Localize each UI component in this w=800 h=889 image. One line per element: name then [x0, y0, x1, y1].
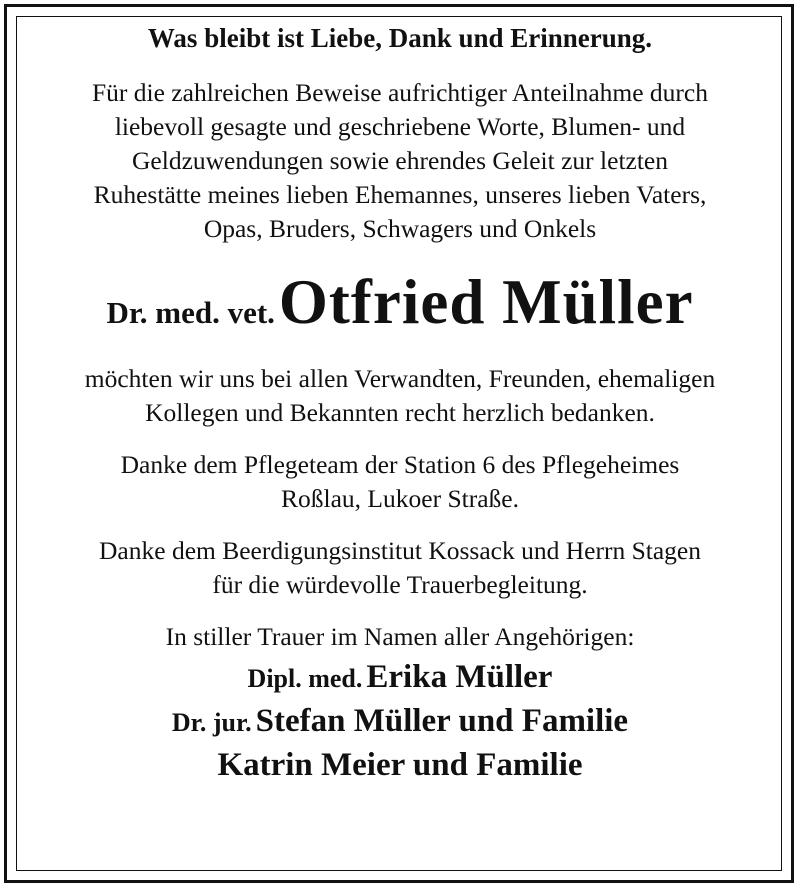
- thanks-paragraph: [0, 362, 800, 430]
- signers-list: [0, 658, 800, 790]
- care-team-paragraph: [0, 448, 800, 516]
- funeral-line: Danke dem Beerdigungsinstitut Kossack und Herrn Stagen: [99, 536, 701, 565]
- signer: [0, 746, 800, 790]
- signer-title: Dipl. med.: [247, 664, 363, 693]
- obituary-notice: [0, 22, 800, 790]
- intro-line: Ruhestätte meines lieben Ehemannes, unseres lieben Vaters,: [93, 180, 707, 209]
- care-line: Roßlau, Lukoer Straße.: [281, 484, 519, 513]
- thanks-line: Kollegen und Bekannten recht herzlich bedanken.: [145, 398, 655, 427]
- deceased-name-line: [0, 266, 800, 354]
- closing-line: In stiller Trauer im Namen aller Angehörigen:: [165, 622, 635, 651]
- intro-line: Für die zahlreichen Beweise aufrichtiger Anteilnahme durch: [91, 78, 708, 107]
- thanks-line: möchten wir uns bei allen Verwandten, Freunden, ehemaligen: [84, 364, 716, 393]
- signer: [0, 702, 800, 746]
- signer: [0, 658, 800, 702]
- signer-name: Stefan Müller und Familie: [255, 703, 629, 739]
- intro-line: Geldzuwendungen sowie ehrendes Geleit zur letzten: [132, 146, 668, 175]
- intro-line: Opas, Bruders, Schwagers und Onkels: [203, 214, 597, 243]
- deceased-name: Otfried Müller: [278, 267, 694, 337]
- signer-name: Erika Müller: [366, 659, 553, 695]
- funeral-home-paragraph: [0, 534, 800, 602]
- intro-paragraph: [0, 76, 800, 246]
- funeral-line: für die würdevolle Trauerbegleitung.: [212, 570, 588, 599]
- intro-line: liebevoll gesagte und geschriebene Worte, Blumen- und: [114, 112, 686, 141]
- deceased-title: Dr. med. vet.: [106, 295, 275, 330]
- signer-name: Katrin Meier und Familie: [217, 747, 583, 783]
- care-line: Danke dem Pflegeteam der Station 6 des Pflegeheimes: [120, 450, 680, 479]
- signer-title: Dr. jur.: [171, 708, 252, 737]
- headline: Was bleibt ist Liebe, Dank und Erinnerung.: [147, 23, 653, 53]
